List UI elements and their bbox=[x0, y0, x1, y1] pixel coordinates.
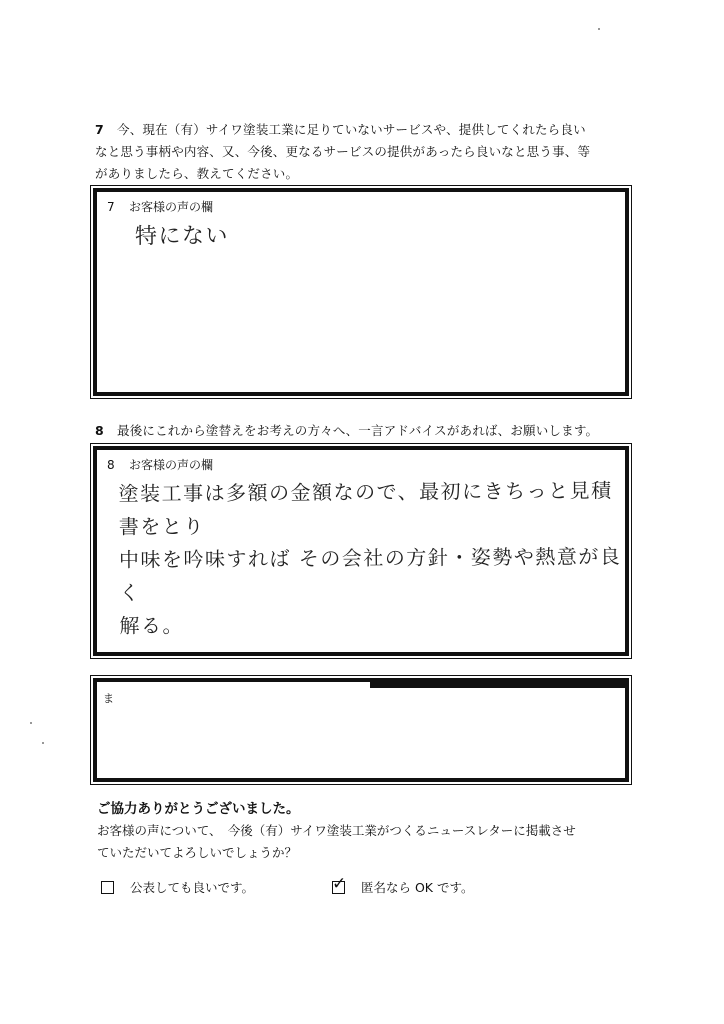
answer-box-7-label bbox=[107, 198, 213, 215]
question-8 bbox=[95, 420, 635, 442]
answer-box-8-label bbox=[107, 456, 213, 473]
answer-box-8 bbox=[93, 446, 629, 656]
answer-8-line-3: 解る。 bbox=[119, 613, 185, 638]
answer-box-9 bbox=[93, 678, 629, 782]
question-7 bbox=[95, 119, 635, 185]
scan-speck bbox=[30, 722, 32, 724]
public-option-label: 公表しても良いです。 bbox=[130, 880, 255, 895]
question-7-line-3: がありましたら、教えてください。 bbox=[95, 166, 299, 181]
public-checkbox[interactable] bbox=[101, 881, 114, 894]
answer-box-7 bbox=[93, 188, 629, 396]
answer-box-7-number: 7 bbox=[107, 200, 115, 214]
scan-speck bbox=[42, 742, 44, 744]
answer-8-line-1: 塗装工事は多額の金額なので、最初にきちっと見積書をとり bbox=[118, 478, 613, 539]
question-7-line-1: 今、現在（有）サイワ塗装工業に足りていないサービスや、提供してくれたら良い bbox=[117, 122, 586, 137]
redaction-bar bbox=[370, 678, 625, 688]
answer-box-9-mark: ま bbox=[103, 692, 114, 705]
answer-8-handwriting bbox=[118, 474, 624, 643]
scan-speck bbox=[598, 28, 600, 30]
checkmark-icon: ✓ bbox=[332, 873, 347, 894]
consent-question-line-1: お客様の声について、 今後（有）サイワ塗装工業がつくるニュースレターに掲載させ bbox=[97, 823, 576, 838]
question-8-text: 最後にこれから塗替えをお考えの方々へ、一言アドバイスがあれば、お願いします。 bbox=[117, 423, 599, 438]
anonymous-option-label: 匿名なら OK です。 bbox=[361, 880, 474, 895]
question-7-number: 7 bbox=[95, 122, 104, 137]
answer-7-handwriting: 特にない bbox=[134, 223, 230, 250]
thanks-heading: ご協力ありがとうございました。 bbox=[97, 801, 300, 817]
anonymous-checkbox[interactable] bbox=[332, 873, 347, 894]
answer-box-8-number: 8 bbox=[107, 458, 115, 472]
consent-question-line-2: ていただいてよろしいでしょうか？ bbox=[97, 845, 298, 860]
answer-8-line-2: 中味を吟味すれば その会社の方針・姿勢や熱意が良く bbox=[118, 544, 622, 605]
answer-box-8-label-text: お客様の声の欄 bbox=[129, 458, 214, 472]
consent-question bbox=[97, 820, 657, 864]
option-public[interactable] bbox=[101, 878, 254, 896]
question-8-number: 8 bbox=[95, 423, 104, 438]
option-anonymous[interactable] bbox=[332, 873, 474, 896]
answer-box-7-label-text: お客様の声の欄 bbox=[129, 200, 214, 214]
question-7-line-2: なと思う事柄や内容、又、今後、更なるサービスの提供があったら良いなと思う事、等 bbox=[95, 144, 591, 159]
